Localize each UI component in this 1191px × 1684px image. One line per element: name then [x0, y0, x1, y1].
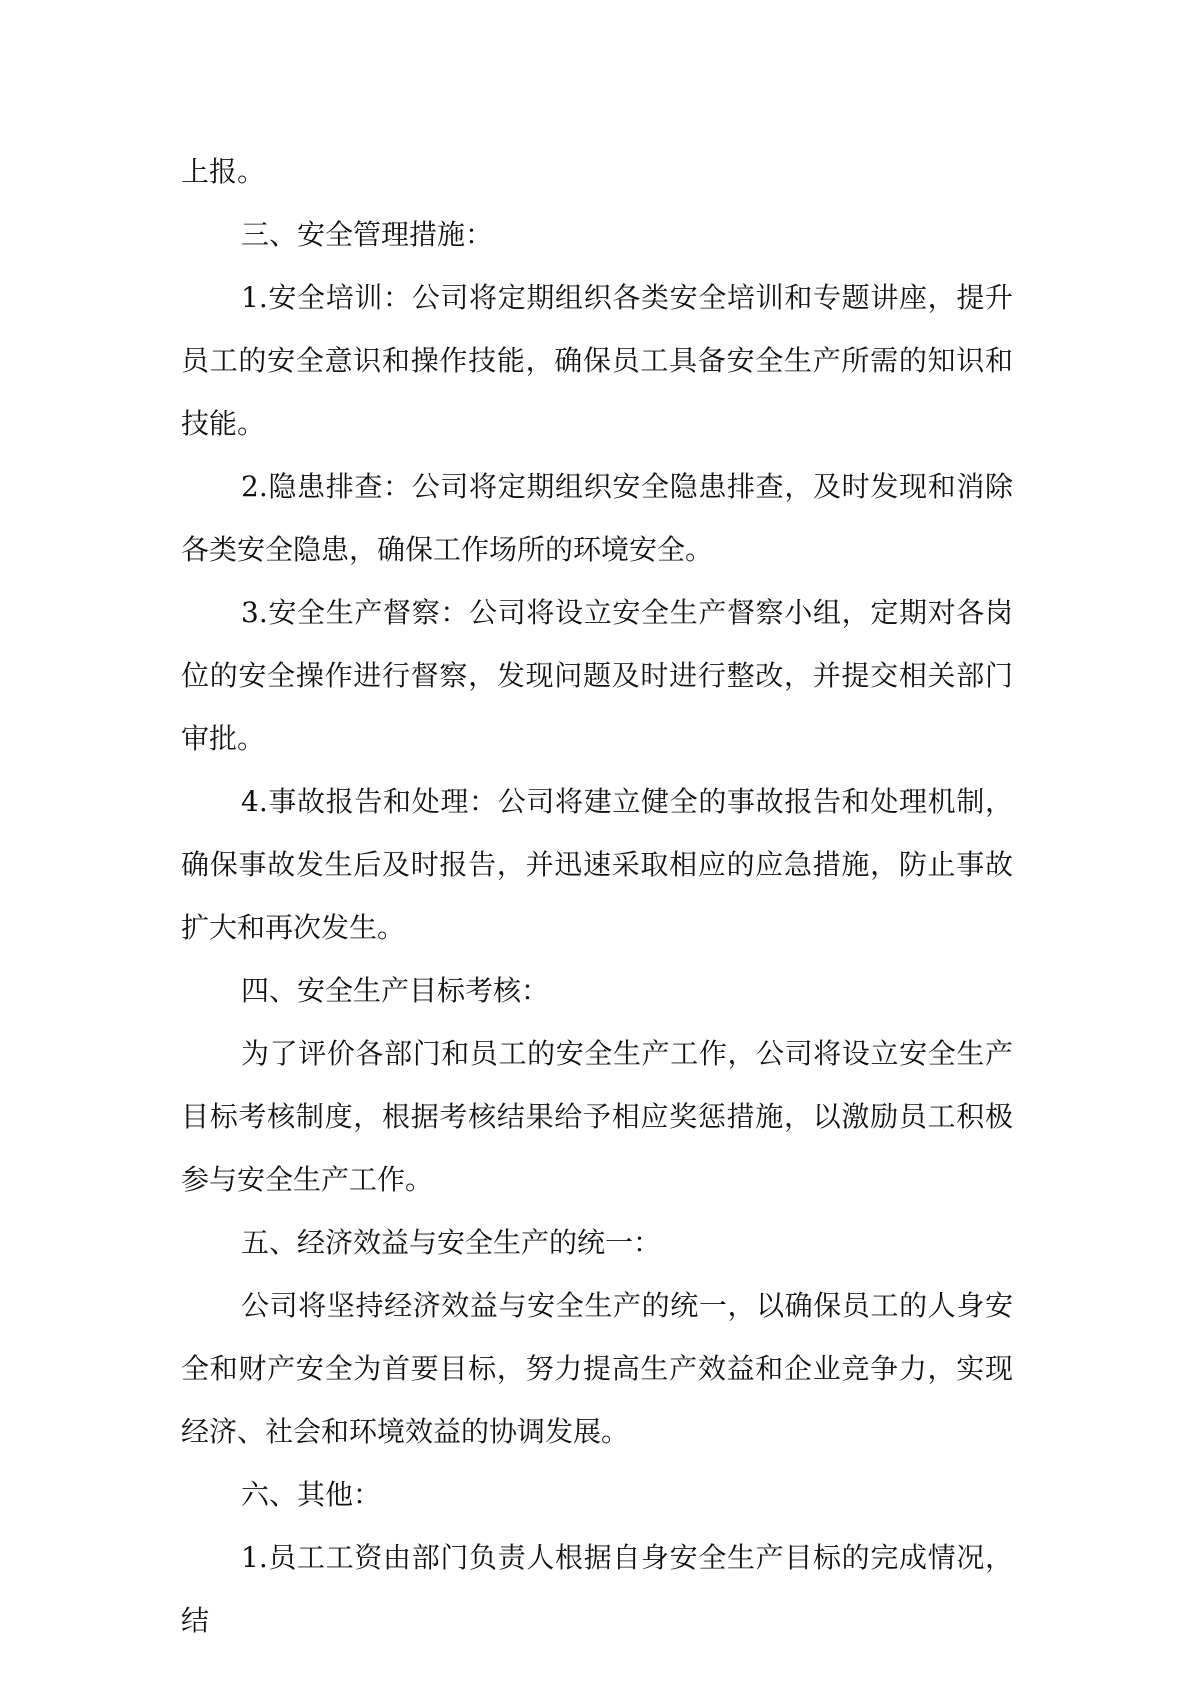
section-heading-target-assessment: 四、安全生产目标考核： — [241, 974, 550, 1007]
paragraph-hazard-inspection: 2.隐患排查：公司将定期组织安全隐患排查，及时发现和消除各类安全隐患，确保工作场所的环境安全。 — [181, 470, 1013, 566]
section-heading-other: 六、其他： — [241, 1478, 382, 1511]
paragraph-accident-reporting: 4.事故报告和处理：公司将建立健全的事故报告和处理机制，确保事故发生后及时报告，并迅速采取相应的应急措施，防止事故扩大和再次发生。 — [181, 785, 1013, 944]
paragraph-safety-training: 1.安全培训：公司将定期组织各类安全培训和专题讲座，提升员工的安全意识和操作技能，确保员工具备安全生产所需的知识和技能。 — [181, 281, 1013, 440]
paragraph-employee-wages: 1.员工工资由部门负责人根据自身安全生产目标的完成情况，结 — [181, 1541, 1013, 1637]
section-heading-economic-unity: 五、经济效益与安全生产的统一： — [241, 1226, 662, 1259]
document-body — [181, 140, 1013, 1652]
paragraph-economic-unity: 公司将坚持经济效益与安全生产的统一，以确保员工的人身安全和财产安全为首要目标，努力提高生产效益和企业竞争力，实现经济、社会和环境效益的协调发展。 — [181, 1289, 1013, 1448]
section-heading-safety-measures: 三、安全管理措施： — [241, 218, 494, 251]
paragraph-continuation: 上报。 — [181, 155, 266, 188]
paragraph-target-assessment: 为了评价各部门和员工的安全生产工作，公司将设立安全生产目标考核制度，根据考核结果给予相应奖惩措施，以激励员工积极参与安全生产工作。 — [181, 1037, 1013, 1196]
paragraph-safety-supervision: 3.安全生产督察：公司将设立安全生产督察小组，定期对各岗位的安全操作进行督察，发现问题及时进行整改，并提交相关部门审批。 — [181, 596, 1013, 755]
